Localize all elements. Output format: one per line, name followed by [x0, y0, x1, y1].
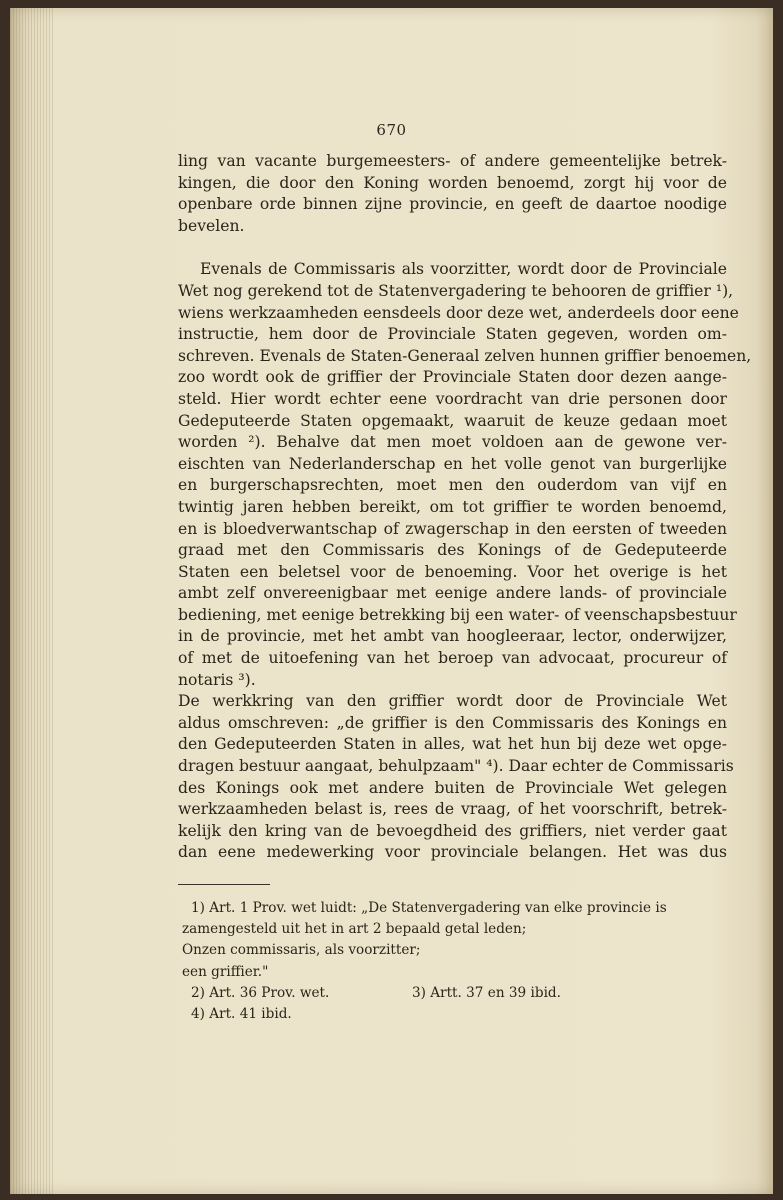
- text-line: dan eene medewerking voor provinciale belangen. Het was dus: [178, 843, 727, 862]
- text-line: Evenals de Commissaris als voorzitter, wordt door de Provinciale: [200, 260, 727, 279]
- footnote-row: [191, 983, 729, 1004]
- text-line: twintig jaren hebben bereikt, om tot griffier te worden benoemd,: [178, 497, 727, 516]
- text-line: dragen bestuur aangaat, behulpzaam" ⁴). Daar echter de Commissaris: [178, 757, 734, 776]
- text-line: zoo wordt ook de griffier der Provinciale Staten door dezen aange-: [178, 368, 727, 387]
- footnotes: [182, 898, 729, 1025]
- footnote-4: 4) Art. 41 ibid.: [191, 1006, 292, 1023]
- text-line: De werkkring van den griffier wordt door de Provinciale Wet: [178, 692, 727, 711]
- text-line: bevelen.: [178, 216, 245, 235]
- footnote-1-line: een griffier.": [182, 963, 269, 980]
- text-line: in de provincie, met het ambt van hoogleeraar, lector, onderwijzer,: [178, 627, 727, 646]
- body-text: [178, 151, 752, 864]
- text-line: of met de uitoefening van het beroep van advocaat, procureur of: [178, 649, 727, 668]
- footnote-3: 3) Artt. 37 en 39 ibid.: [412, 984, 561, 1001]
- text-line: en is bloedverwantschap of zwagerschap in den eersten of tweeden: [178, 519, 727, 538]
- text-line: des Konings ook met andere buiten de Provinciale Wet gelegen: [178, 778, 727, 797]
- text-line: kingen, die door den Koning worden benoemd, zorgt hij voor de: [178, 173, 727, 192]
- text-line: werkzaamheden belast is, rees de vraag, of het voorschrift, betrek-: [178, 800, 727, 819]
- text-line: aldus omschreven: „de griffier is den Commissaris des Konings en: [178, 713, 727, 732]
- footnote-1-line: 1) Art. 1 Prov. wet luidt: „De Statenvergadering van elke provincie is: [191, 900, 667, 916]
- footnote-1-line: zamengesteld uit het in art 2 bepaald getal leden;: [182, 921, 527, 938]
- text-line: instructie, hem door de Provinciale Staten gegeven, worden om-: [178, 325, 727, 344]
- text-line: bediening, met eenige betrekking bij een water- of veenschapsbestuur: [178, 605, 737, 624]
- footnote-divider: [178, 884, 270, 885]
- text-line: steld. Hier wordt echter eene voordracht van drie personen door: [178, 389, 727, 408]
- text-line: openbare orde binnen zijne provincie, en geeft de daartoe noodige: [178, 195, 727, 214]
- text-line: wiens werkzaamheden eensdeels door deze wet, anderdeels door eene: [178, 303, 739, 322]
- text-line: worden ²). Behalve dat men moet voldoen aan de gewone ver-: [178, 433, 727, 452]
- paragraph-gap: [178, 237, 727, 259]
- text-line: schreven. Evenals de Staten-Generaal zelven hunnen griffier benoemen,: [178, 346, 752, 365]
- paragraph-2: [178, 259, 752, 691]
- paragraph-3: [178, 691, 734, 864]
- text-line: eischten van Nederlanderschap en het volle genot van burgerlijke: [178, 454, 727, 473]
- text-line: Gedeputeerde Staten opgemaakt, waaruit de keuze gedaan moet: [178, 411, 727, 430]
- footnote-2: 2) Art. 36 Prov. wet.: [191, 984, 330, 1001]
- text-line: den Gedeputeerden Staten in alles, wat het hun bij deze wet opge-: [178, 735, 727, 754]
- text-line: ambt zelf onvereenigbaar met eenige andere lands- of provinciale: [178, 584, 727, 603]
- text-line: notaris ³).: [178, 670, 256, 689]
- text-line: Staten een beletsel voor de benoeming. Voor het overige is het: [178, 562, 727, 581]
- text-line: ling van vacante burgemeesters- of andere gemeentelijke betrek-: [178, 152, 727, 170]
- text-line: Wet nog gerekend tot de Statenvergadering te behooren de griffier ¹),: [178, 281, 734, 300]
- footnote-1-line: Onzen commissaris, als voorzitter;: [182, 942, 421, 959]
- text-line: kelijk den kring van de bevoegdheid des griffiers, niet verder gaat: [178, 821, 727, 840]
- text-line: graad met den Commissaris des Konings of de Gedeputeerde: [178, 541, 727, 560]
- text-line: en burgerschapsrechten, moet men den ouderdom van vijf en: [178, 476, 727, 495]
- page-number: 670: [376, 121, 407, 139]
- page-binding-edge: [10, 8, 54, 1194]
- paragraph-1: [178, 151, 727, 237]
